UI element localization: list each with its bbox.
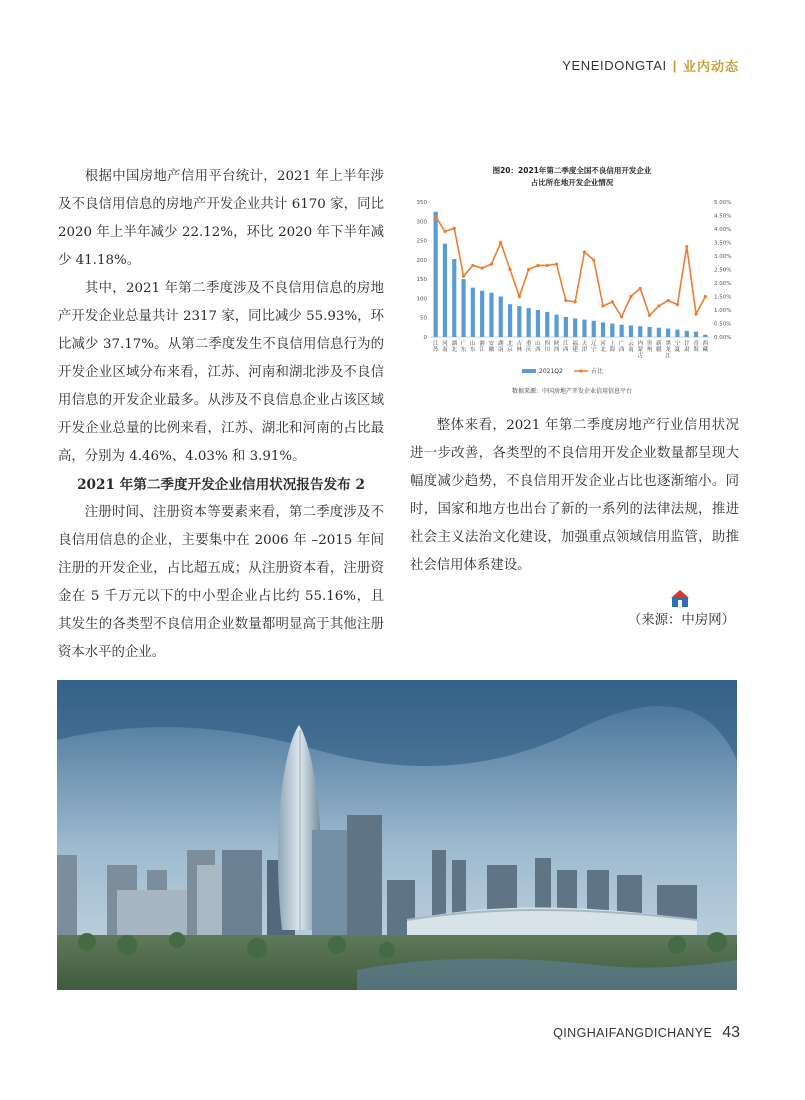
x-tick-label: 河南 <box>442 341 448 354</box>
y-tick-right: 2.00% <box>714 281 732 287</box>
chart-svg <box>404 165 740 403</box>
pct-point <box>434 215 437 218</box>
legend-bar-label: 2021Q2 <box>539 368 563 375</box>
x-tick-label: 重庆 <box>525 341 532 354</box>
pct-point <box>518 295 521 298</box>
y-tick-left: 50 <box>420 315 427 322</box>
x-tick-label: 云南 <box>628 341 634 354</box>
bar <box>601 322 605 337</box>
y-tick-right: 4.50% <box>714 213 732 220</box>
x-tick-label: 福建 <box>572 341 578 354</box>
y-tick-right: 1.50% <box>714 294 732 301</box>
bar <box>694 332 698 337</box>
section-heading: 2021 年第二季度开发企业信用状况报告发布 2 <box>77 477 365 493</box>
x-tick-label: 上海 <box>609 341 616 354</box>
y-tick-right: 2.50% <box>714 267 732 274</box>
bar <box>545 312 549 337</box>
pct-point <box>601 304 604 307</box>
x-tick-label: 宁夏 <box>674 341 681 354</box>
bar <box>554 315 558 337</box>
pct-point <box>685 245 688 248</box>
left-column <box>58 163 384 667</box>
pct-point <box>694 312 697 315</box>
bar <box>573 318 577 337</box>
chart-title-line1: 图20：2021年第二季度全国不良信用开发企业 <box>492 166 652 175</box>
x-tick-label: 甘肃 <box>683 341 690 354</box>
paragraph: 其中，2021 年第二季度涉及不良信用信息的房地产开发企业总量共计 2317 家，同比减少 55.93%，环比减少 37.17%。从第二季度发生不良信用信息行为的开发企业区域分布来看，江苏、河南和湖北涉及不良信用信息的开发企业最多。从涉及不良信息企业占该区域开发企业总量的比例来看，江苏、湖北和河南的占比最高，分别为 4.46%、4.03% 和 3.91%。 <box>58 281 384 464</box>
x-tick-label: 河北 <box>600 341 606 354</box>
x-tick-label: 广西 <box>618 341 625 354</box>
x-tick-label: 贵州 <box>646 341 653 354</box>
bar <box>452 259 456 337</box>
x-tick-label: 新疆 <box>656 341 662 354</box>
x-tick-label: 山西 <box>535 341 541 354</box>
bar <box>592 321 596 337</box>
y-tick-left: 150 <box>416 277 427 284</box>
bar <box>666 329 670 337</box>
bar <box>508 304 512 337</box>
page-number: 43 <box>722 1024 740 1041</box>
x-tick-label: 黑龙江 <box>665 341 671 360</box>
y-tick-left: 100 <box>416 296 427 303</box>
bar <box>638 326 642 337</box>
bar <box>527 308 531 337</box>
x-tick-label: 内蒙古 <box>637 341 644 360</box>
x-tick-label: 陕西 <box>553 341 560 354</box>
x-tick-label: 四川 <box>544 341 551 354</box>
x-tick-label: 湖北 <box>451 341 458 354</box>
pct-point <box>583 250 586 253</box>
x-tick-label: 山东 <box>470 341 476 354</box>
pct-line <box>436 217 706 317</box>
x-tick-label: 江西 <box>563 341 569 354</box>
paragraph: 整体来看，2021 年第二季度房地产行业信用状况进一步改善，各类型的不良信用开发企业数量都呈现大幅度减少趋势，不良信用开发企业占比也逐渐缩小。同时，国家和地方也出台了新的一系列的法律法规，推进社会主义法治文化建设，加强重点领域信用监管，助推社会信用体系建设。 <box>410 418 739 573</box>
running-header <box>562 56 739 75</box>
bar <box>471 288 475 337</box>
section-cn: 业内动态 <box>682 59 739 74</box>
y-tick-left: 350 <box>416 200 427 206</box>
credit-chart <box>404 165 740 403</box>
chart-title-line2: 占比所在地开发企业情况 <box>530 178 614 187</box>
pct-point <box>592 258 595 261</box>
pct-point <box>704 295 707 298</box>
bar <box>536 310 540 337</box>
right-column <box>410 412 739 580</box>
skyline-illustration <box>57 680 737 990</box>
x-tick-label: 吉林 <box>516 341 523 354</box>
y-tick-left: 300 <box>416 219 427 226</box>
pct-point <box>639 287 642 290</box>
paragraph: 根据中国房地产信用平台统计，2021 年上半年涉及不良信用信息的房地产开发企业共计 6170 家，同比 2020 年上半年减少 22.12%，环比 2020 年下半年减少 41.18%。 <box>58 169 384 268</box>
paragraph: 注册时间、注册资本等要素来看，第二季度涉及不良信用信息的企业，主要集中在 2006 年 –2015 年间注册的开发企业，占比超五成；从注册资本看，注册资金在 5 千万元以下的中小型企业占比约 55.16%，且其发生的各类型不良信用企业数量都明显高于其他注册资本水平的企业。 <box>58 505 384 660</box>
source-note: （来源：中房网） <box>627 613 735 628</box>
y-tick-right: 3.00% <box>714 254 732 260</box>
y-tick-right: 1.00% <box>714 308 732 314</box>
y-tick-right: 0.50% <box>714 321 732 328</box>
y-tick-right: 0.00% <box>714 335 732 341</box>
bar <box>685 331 689 337</box>
bar <box>461 279 465 337</box>
pct-point <box>676 303 679 306</box>
bar <box>610 324 614 338</box>
x-tick-label: 安徽 <box>488 341 495 354</box>
pct-point <box>611 300 614 303</box>
section-en: YENEIDONGTAI <box>562 58 667 73</box>
bar <box>582 320 586 337</box>
bar <box>620 325 624 337</box>
bar <box>489 293 493 337</box>
pct-point <box>574 300 577 303</box>
pct-point <box>462 275 465 278</box>
pct-point <box>490 263 493 266</box>
bar <box>675 330 679 337</box>
x-tick-label: 北京 <box>507 341 513 354</box>
publication-name: QINGHAIFANGDICHANYE <box>553 1026 713 1040</box>
bar <box>657 328 661 337</box>
x-tick-label: 广东 <box>460 341 467 354</box>
pct-point <box>629 295 632 298</box>
bar <box>564 317 568 337</box>
pct-point <box>481 267 484 270</box>
pct-point <box>564 299 567 302</box>
bar <box>443 244 447 337</box>
pct-point <box>667 299 670 302</box>
page-footer <box>553 1024 740 1042</box>
pct-point <box>555 263 558 266</box>
x-tick-label: 青海 <box>693 341 699 354</box>
bar <box>647 327 651 337</box>
legend-bar-swatch <box>522 369 536 373</box>
y-tick-right: 4.00% <box>714 227 732 233</box>
legend-line-marker <box>579 369 582 372</box>
chart-source: 数据来源：中国房地产开发企业信用信息平台 <box>511 388 633 395</box>
pct-point <box>657 304 660 307</box>
x-tick-label: 湖南 <box>497 341 504 354</box>
pct-point <box>508 268 511 271</box>
x-tick-label: 西藏 <box>702 341 709 354</box>
bar <box>480 291 484 337</box>
pct-point <box>453 227 456 230</box>
bar <box>629 325 633 337</box>
pct-point <box>499 241 502 244</box>
bar <box>434 212 438 337</box>
pct-point <box>471 264 474 267</box>
bar <box>517 306 521 337</box>
header-separator: | <box>672 58 677 73</box>
pct-point <box>648 314 651 317</box>
pct-point <box>546 264 549 267</box>
x-tick-label: 辽宁 <box>590 341 597 354</box>
city-skyline-photo <box>57 680 737 990</box>
y-tick-left: 200 <box>416 257 427 264</box>
pct-point <box>443 230 446 233</box>
y-tick-left: 0 <box>423 335 427 341</box>
y-tick-right: 3.50% <box>714 240 732 247</box>
bar <box>703 335 707 337</box>
y-tick-right: 5.00% <box>714 200 732 206</box>
pct-point <box>527 268 530 271</box>
x-tick-label: 浙江 <box>479 341 485 354</box>
house-logo-icon <box>670 588 690 608</box>
x-tick-label: 天津 <box>581 341 588 354</box>
x-tick-label: 江苏 <box>432 341 439 354</box>
y-tick-left: 250 <box>416 238 427 245</box>
pct-point <box>536 264 539 267</box>
bar <box>499 297 503 338</box>
pct-point <box>620 315 623 318</box>
legend-line-label: 占比 <box>591 368 604 375</box>
